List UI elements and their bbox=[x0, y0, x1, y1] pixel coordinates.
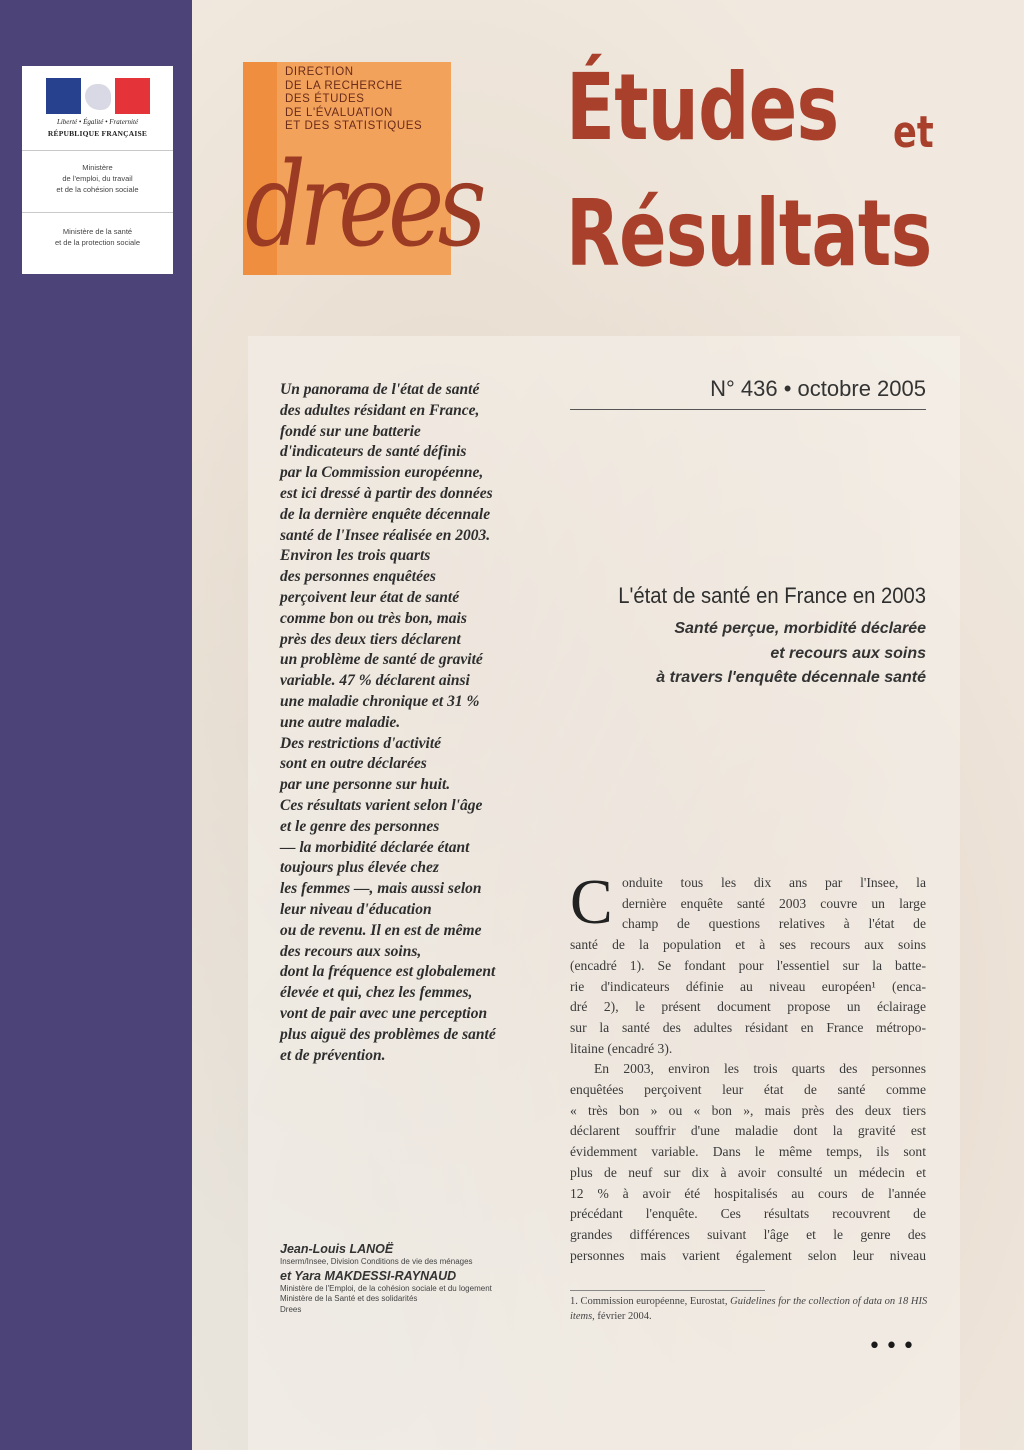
masthead-etudes: Études bbox=[566, 54, 839, 161]
issue-rule bbox=[570, 409, 926, 410]
body-text: onduite tous les dix ans par l'Insee, la dernière enquête santé 2003 couvre un large champ de questions relatives à l'état de santé de la population et à ses recours aux soins (encadré 1). Se fondant pour l'essentiel sur la batte- rie d'indicateurs définie au niveau européen¹ (enca- dré 2), le présent document propose un éclairage sur la santé des adultes résidant en France métropo- litaine (encadré 3). En 2003, environ les trois quarts des personnes enquêtées perçoivent leur état de santé comme « très bon » ou « bon », mais près des deux tiers déclarent souffrir d'une maladie dont la gravité est évidemment variable. Dans le même temps, ils sont plus de neuf sur dix à avoir consulté un médecin et 12 % à avoir été hospitalisés au cours de l'année précédant l'enquête. Ces résultats recouvrent de grandes différences suivant l'âge et le genre des personnes mais varient également selon leur niveau bbox=[570, 875, 926, 1263]
footnote-rule bbox=[570, 1290, 765, 1291]
drees-logo bbox=[243, 62, 480, 275]
article-subtitle: Santé perçue, morbidité déclarée et recours aux soins à travers l'enquête décennale santé bbox=[656, 620, 926, 686]
ministry-card bbox=[22, 66, 173, 274]
author-name: Jean-Louis LANOË bbox=[280, 1242, 394, 1256]
card-divider bbox=[22, 150, 173, 151]
drees-logo-word: drees bbox=[245, 138, 480, 273]
masthead-resultats: Résultats bbox=[566, 180, 932, 287]
drees-logo-text: DIRECTION DE LA RECHERCHE DES ÉTUDES DE L'ÉVALUATION ET DES STATISTIQUES bbox=[285, 66, 423, 132]
author-affiliation: Drees bbox=[280, 1304, 302, 1314]
ministry-label-2: Ministère de la santé et de la protection sociale bbox=[54, 227, 141, 247]
author-affiliation: Inserm/Insee, Division Conditions de vie des ménages bbox=[280, 1257, 473, 1266]
ministry-label-1: Ministère de l'emploi, du travail et de la cohésion sociale bbox=[56, 163, 139, 194]
author-affiliation: Ministère de l'Emploi, de la cohésion sociale et du logement bbox=[280, 1283, 492, 1293]
card-divider bbox=[22, 212, 173, 213]
author-affiliation: Ministère de la Santé et des solidarités bbox=[280, 1294, 418, 1303]
author-name: et Yara MAKDESSI-RAYNAUD bbox=[280, 1268, 457, 1283]
drop-cap: C bbox=[570, 866, 613, 937]
masthead-et: et bbox=[893, 107, 934, 158]
article-title: L'état de santé en France en 2003 bbox=[618, 583, 926, 608]
issue-number: N° 436 • octobre 2005 bbox=[710, 376, 926, 401]
marianne-flag-icon bbox=[46, 78, 150, 114]
continued-dots: ••• bbox=[868, 1334, 919, 1359]
footnote: 1. Commission européenne, Eurostat, Guidelines for the collection of data on 18 HIS items, février 2004. bbox=[570, 1296, 928, 1322]
summary-abstract: Un panorama de l'état de santé des adultes résidant en France, fondé sur une batterie d'indicateurs de santé définis par la Commission européenne, est ici dressé à partir des données de la dernière enquête décennale santé de l'Insee réalisée en 2003. Environ les trois quarts des personnes enquêtées perçoivent leur état de santé comme bon ou très bon, mais près des deux tiers déclarent un problème de santé de gravité variable. 47 % déclarent ainsi une maladie chronique et 31 % une autre maladie. Des restrictions d'activité sont en outre déclarées par une personne sur huit. Ces résultats varient selon l'âge et le genre des personnes — la morbidité déclarée étant toujours plus élevée chez les femmes —, mais aussi selon leur niveau d'éducation ou de revenu. Il en est de même des recours aux soins, dont la fréquence est globalement élevée et qui, chez les femmes, vont de pair avec une perception plus aiguë des problèmes de santé et de prévention. bbox=[280, 381, 496, 1064]
authors-block bbox=[280, 1241, 570, 1315]
republic-motto: Liberté • Égalité • Fraternité bbox=[56, 118, 139, 126]
republic-name: RÉPUBLIQUE FRANÇAISE bbox=[47, 129, 148, 138]
